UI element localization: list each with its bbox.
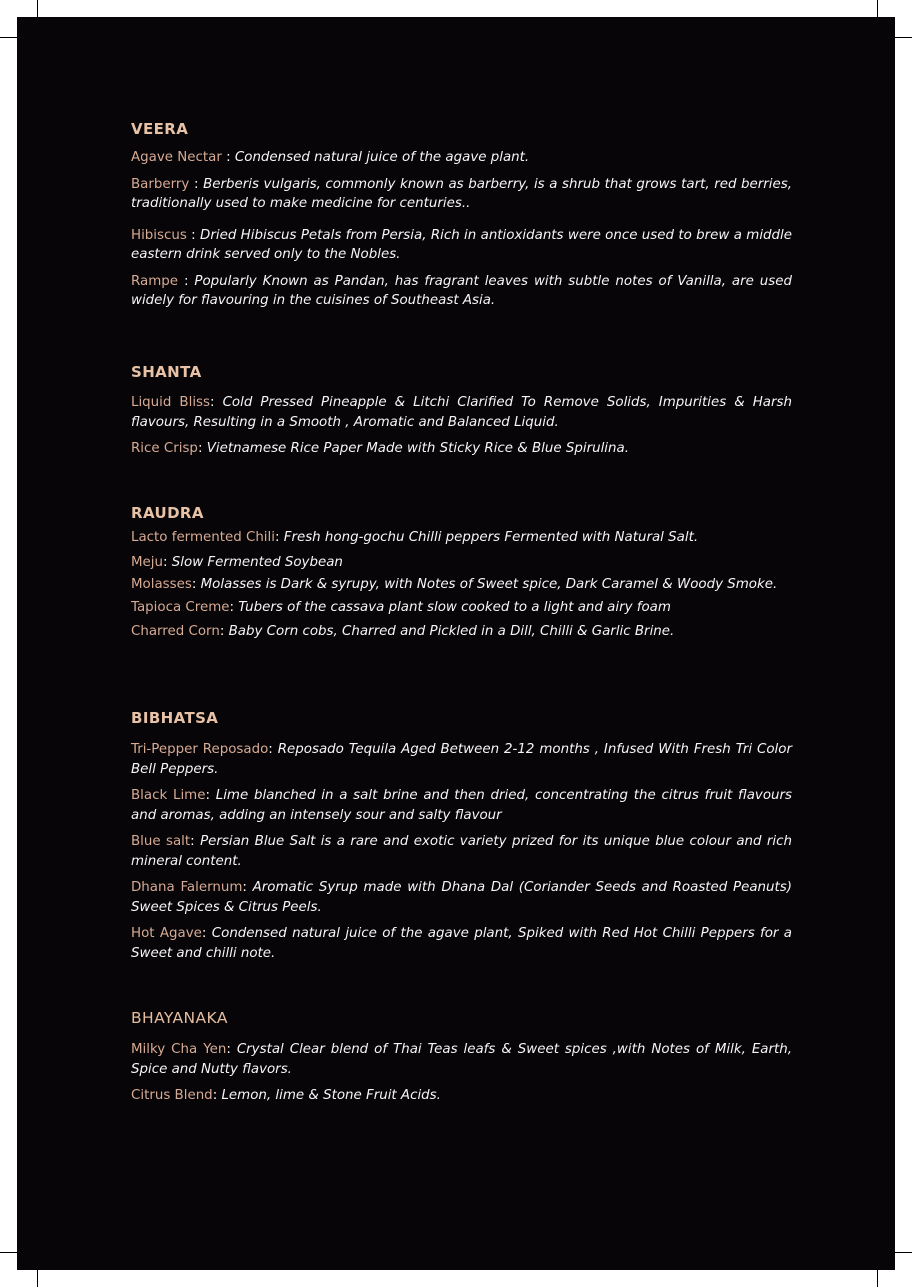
ingredient-description: Slow Fermented Soybean xyxy=(171,554,343,570)
ingredient-description: Crystal Clear blend of Thai Teas leafs & Sweet spices ,with Notes of Milk, Earth, Spice and Nutty flavors. xyxy=(131,1042,792,1077)
ingredient-name: Black Lime xyxy=(131,788,206,803)
ingredient-item xyxy=(131,226,792,265)
separator: : xyxy=(229,599,239,615)
crop-mark xyxy=(0,37,17,38)
separator: : xyxy=(190,834,201,849)
ingredient-name: Agave Nectar xyxy=(131,150,222,165)
ingredient-item xyxy=(131,528,792,548)
ingredient-item xyxy=(131,598,792,618)
ingredient-name: Rampe xyxy=(131,273,178,289)
ingredient-item xyxy=(131,175,792,214)
ingredient-item xyxy=(131,272,792,311)
ingredient-description: Persian Blue Salt is a rare and exotic variety prized for its unique blue colour and rich mineral content. xyxy=(131,834,792,869)
ingredient-name: Liquid Bliss xyxy=(131,395,211,410)
separator: : xyxy=(268,742,278,757)
ingredient-description: Reposado Tequila Aged Between 2-12 months , Infused With Fresh Tri Color Bell Peppers. xyxy=(131,742,792,777)
separator: : xyxy=(274,530,284,545)
ingredient-item xyxy=(131,924,792,963)
section-heading: SHANTA xyxy=(131,363,202,381)
section-heading: BHAYANAKA xyxy=(131,1009,228,1027)
section-heading: BIBHATSA xyxy=(131,709,219,727)
separator: : xyxy=(201,926,212,941)
ingredient-name: Hibiscus xyxy=(131,227,187,243)
ingredient-item xyxy=(131,878,792,917)
separator: : xyxy=(210,395,223,410)
ingredient-description: Lime blanched in a salt brine and then dried, concentrating the citrus fruit flavours and aromas, adding an intensely sour and salty flavour xyxy=(131,788,792,823)
ingredient-description: Condensed natural juice of the agave plant, Spiked with Red Hot Chilli Peppers for a Sweet and chilli note. xyxy=(131,926,792,961)
section-heading: VEERA xyxy=(131,120,189,138)
ingredient-description: Lemon, lime & Stone Fruit Acids. xyxy=(221,1088,441,1103)
ingredient-item xyxy=(131,832,792,871)
ingredient-description: Fresh hong-gochu Chilli peppers Fermented with Natural Salt. xyxy=(283,530,699,545)
crop-mark xyxy=(0,1252,17,1253)
crop-mark xyxy=(37,1270,38,1287)
ingredient-description: Berberis vulgaris, commonly known as barberry, is a shrub that grows tart, red berries, traditionally used to make medicine for centuries.. xyxy=(131,176,792,211)
ingredient-item xyxy=(131,393,792,432)
separator: : xyxy=(219,624,229,639)
separator: : xyxy=(212,1088,222,1103)
ingredient-description: Cold Pressed Pineapple & Litchi Clarified To Remove Solids, Impurities & Harsh flavours, Resulting in a Smooth , Aromatic and Balanced Liquid. xyxy=(131,395,792,430)
separator: : xyxy=(178,273,195,289)
ingredient-description: Molasses is Dark & syrupy, with Notes of Sweet spice, Dark Caramel & Woody Smoke. xyxy=(200,577,778,592)
separator: : xyxy=(189,176,204,192)
ingredient-name: Dhana Falernum xyxy=(131,880,243,895)
section-raudra xyxy=(131,503,792,649)
menu-page xyxy=(17,17,895,1270)
ingredient-name: Hot Agave xyxy=(131,926,202,941)
crop-mark xyxy=(895,37,912,38)
ingredient-name: Barberry xyxy=(131,176,190,192)
ingredient-item xyxy=(131,553,792,573)
section-veera xyxy=(131,119,792,318)
ingredient-name: Tri-Pepper Reposado xyxy=(131,742,269,757)
ingredient-item xyxy=(131,148,792,168)
ingredient-item xyxy=(131,439,792,459)
ingredient-item xyxy=(131,740,792,779)
ingredient-name: Rice Crisp xyxy=(131,441,198,456)
ingredient-description: Condensed natural juice of the agave plant. xyxy=(234,150,530,165)
section-bibhatsa xyxy=(131,708,792,970)
ingredient-name: Meju xyxy=(131,554,163,570)
ingredient-name: Molasses xyxy=(131,577,192,592)
ingredient-name: Citrus Blend xyxy=(131,1088,213,1103)
separator: : xyxy=(186,227,201,243)
separator: : xyxy=(221,150,235,165)
ingredient-description: Vietnamese Rice Paper Made with Sticky Rice & Blue Spirulina. xyxy=(206,441,629,456)
ingredient-item xyxy=(131,575,792,595)
crop-mark xyxy=(877,1270,878,1287)
ingredient-item xyxy=(131,786,792,825)
ingredient-description: Aromatic Syrup made with Dhana Dal (Coriander Seeds and Roasted Peanuts) Sweet Spices & Citrus Peels. xyxy=(131,880,792,915)
separator: : xyxy=(226,1042,237,1057)
ingredient-item xyxy=(131,1086,792,1106)
section-shanta xyxy=(131,362,792,466)
separator: : xyxy=(163,554,172,570)
ingredient-item xyxy=(131,622,792,642)
ingredient-name: Lacto fermented Chili xyxy=(131,530,275,545)
crop-mark xyxy=(37,0,38,17)
ingredient-name: Milky Cha Yen xyxy=(131,1042,227,1057)
separator: : xyxy=(191,577,201,592)
ingredient-name: Blue salt xyxy=(131,834,191,849)
separator: : xyxy=(205,788,216,803)
crop-mark xyxy=(877,0,878,17)
ingredient-name: Tapioca Creme xyxy=(131,599,230,615)
ingredient-description: Tubers of the cassava plant slow cooked to a light and airy foam xyxy=(238,599,671,615)
separator: : xyxy=(242,880,253,895)
ingredient-description: Dried Hibiscus Petals from Persia, Rich in antioxidants were once used to brew a middle eastern drink served only to the Nobles. xyxy=(131,227,793,262)
ingredient-item xyxy=(131,1040,792,1079)
section-bhayanaka xyxy=(131,1008,792,1113)
ingredient-description: Popularly Known as Pandan, has fragrant leaves with subtle notes of Vanilla, are used widely for flavouring in the cuisines of Southeast Asia. xyxy=(131,273,793,308)
ingredient-description: Baby Corn cobs, Charred and Pickled in a Dill, Chilli & Garlic Brine. xyxy=(228,624,675,639)
separator: : xyxy=(197,441,207,456)
section-heading: RAUDRA xyxy=(131,504,204,522)
ingredient-name: Charred Corn xyxy=(131,624,220,639)
crop-mark xyxy=(895,1252,912,1253)
